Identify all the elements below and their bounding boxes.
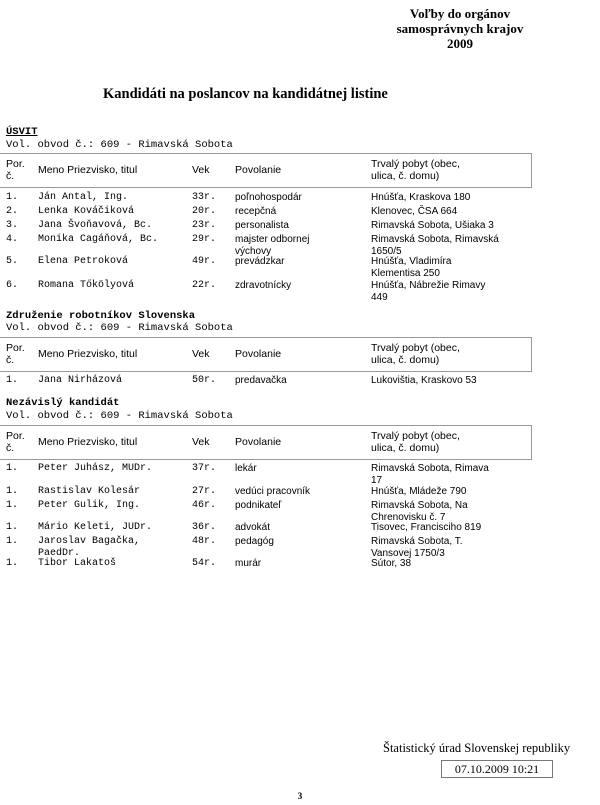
table-row (0, 234, 600, 257)
candidate-number: 1. (6, 500, 19, 511)
footer-date: 07.10.2009 10:21 (441, 760, 553, 778)
candidate-number: 3. (6, 220, 19, 231)
candidate-number: 6. (6, 280, 19, 291)
column-number: Por. č. (6, 342, 25, 366)
candidate-occupation: predavačka (235, 375, 287, 386)
candidate-name: Elena Petroková (38, 256, 129, 267)
candidate-number: 2. (6, 206, 19, 217)
candidate-age: 33r. (192, 192, 217, 203)
candidate-age: 23r. (192, 220, 217, 231)
candidate-occupation: majster odbornej výchovy (235, 234, 310, 257)
candidate-occupation: poľnohospodár (235, 192, 302, 203)
header-line-1: Voľby do orgánov (409, 6, 511, 21)
column-address: Trvalý pobyt (obec, ulica, č. domu) (371, 158, 460, 182)
column-number: Por. č. (6, 430, 25, 454)
candidate-occupation: prevádzkar (235, 256, 285, 267)
candidate-occupation: podnikateľ (235, 500, 282, 511)
table-row (0, 375, 600, 389)
candidate-number: 5. (6, 256, 19, 267)
table-row (0, 536, 600, 559)
candidate-number: 4. (6, 234, 19, 245)
table-row (0, 206, 600, 220)
column-age: Vek (192, 348, 210, 360)
party-name: Združenie robotníkov Slovenska (6, 310, 196, 322)
candidate-number: 1. (6, 522, 19, 533)
candidate-address: Hnúšťa, Nábrežie Rimavy 449 (371, 280, 486, 303)
candidate-occupation: advokát (235, 522, 271, 533)
table-row (0, 192, 600, 206)
candidate-number: 1. (6, 486, 19, 497)
column-number: Por. č. (6, 158, 25, 182)
candidate-number: 1. (6, 375, 19, 386)
candidate-address: Rimavská Sobota, Na Chrenovisku č. 7 (371, 500, 468, 523)
candidate-number: 1. (6, 463, 19, 474)
column-occupation: Povolanie (235, 348, 282, 360)
candidate-occupation: lekár (235, 463, 257, 474)
candidate-occupation: zdravotnícky (235, 280, 292, 291)
table-row (0, 558, 600, 572)
candidate-age: 48r. (192, 536, 217, 547)
candidate-number: 1. (6, 192, 19, 203)
candidate-occupation: recepčná (235, 206, 277, 217)
candidate-address: Lukovištia, Kraskovo 53 (371, 375, 477, 386)
candidate-address: Rimavská Sobota, Rimava 17 (371, 463, 489, 486)
page-number: 3 (297, 791, 303, 801)
district-label: Vol. obvod č.: 609 - Rimavská Sobota (6, 139, 233, 151)
table-row (0, 256, 600, 279)
footer-organization: Štatistický úrad Slovenskej republiky (383, 741, 571, 755)
header-line-2: samosprávnych krajov (396, 21, 524, 36)
candidate-address: Sútor, 38 (371, 558, 412, 569)
candidate-occupation: murár (235, 558, 262, 569)
candidate-address: Tisovec, Francisciho 819 (371, 522, 482, 533)
candidate-address: Hnúšťa, Kraskova 180 (371, 192, 471, 203)
candidate-name: Peter Gulik, Ing. (38, 500, 141, 511)
candidate-address: Rimavská Sobota, Rimavská 1650/5 (371, 234, 499, 257)
header-line-3: 2009 (447, 36, 473, 51)
candidate-address: Hnúšťa, Mládeže 790 (371, 486, 467, 497)
candidate-age: 20r. (192, 206, 217, 217)
table-row (0, 522, 600, 536)
table-header (0, 425, 532, 460)
column-name: Meno Priezvisko, titul (38, 164, 138, 176)
column-occupation: Povolanie (235, 436, 282, 448)
table-header (0, 153, 532, 188)
district-label: Vol. obvod č.: 609 - Rimavská Sobota (6, 322, 233, 334)
table-row (0, 486, 600, 500)
candidate-age: 54r. (192, 558, 217, 569)
candidate-occupation: pedagóg (235, 536, 274, 547)
candidate-occupation: vedúci pracovník (235, 486, 311, 497)
candidate-name: Ján Antal, Ing. (38, 192, 129, 203)
candidate-name: Tibor Lakatoš (38, 558, 117, 569)
candidate-age: 36r. (192, 522, 217, 533)
candidate-occupation: personalista (235, 220, 289, 231)
page-title: Kandidáti na poslancov na kandidátnej listine (103, 86, 388, 102)
candidate-age: 49r. (192, 256, 217, 267)
candidate-name: Jana Švoňavová, Bc. (38, 220, 153, 231)
column-age: Vek (192, 436, 210, 448)
column-name: Meno Priezvisko, titul (38, 436, 138, 448)
table-header (0, 337, 532, 372)
column-address: Trvalý pobyt (obec, ulica, č. domu) (371, 342, 460, 366)
election-header (380, 6, 540, 51)
table-row (0, 463, 600, 486)
candidate-name: Lenka Kováčiková (38, 206, 135, 217)
party-name: Nezávislý kandidát (6, 397, 120, 409)
candidate-name: Mário Keleti, JUDr. (38, 522, 153, 533)
candidate-address: Klenovec, ČSA 664 (371, 206, 458, 217)
candidate-age: 46r. (192, 500, 217, 511)
district-label: Vol. obvod č.: 609 - Rimavská Sobota (6, 410, 233, 422)
candidate-age: 37r. (192, 463, 217, 474)
column-occupation: Povolanie (235, 164, 282, 176)
column-age: Vek (192, 164, 210, 176)
candidate-name: Monika Cagáňová, Bc. (38, 234, 159, 245)
candidate-age: 27r. (192, 486, 217, 497)
candidate-address: Hnúšťa, Vladimíra Klementisa 250 (371, 256, 452, 279)
candidate-address: Rimavská Sobota, Ušiaka 3 (371, 220, 494, 231)
candidate-age: 22r. (192, 280, 217, 291)
candidate-number: 1. (6, 558, 19, 569)
candidate-name: Rastislav Kolesár (38, 486, 141, 497)
candidate-name: Romana Tőkölyová (38, 280, 135, 291)
candidate-address: Rimavská Sobota, T. Vansovej 1750/3 (371, 536, 463, 559)
candidate-name: Jaroslav Bagačka, PaedDr. (38, 536, 141, 559)
candidate-name: Jana Nirházová (38, 375, 123, 386)
party-name: ÚSVIT (6, 126, 38, 138)
table-row (0, 280, 600, 303)
candidate-age: 29r. (192, 234, 217, 245)
table-row (0, 500, 600, 523)
column-address: Trvalý pobyt (obec, ulica, č. domu) (371, 430, 460, 454)
candidate-age: 50r. (192, 375, 217, 386)
candidate-number: 1. (6, 536, 19, 547)
table-row (0, 220, 600, 234)
column-name: Meno Priezvisko, titul (38, 348, 138, 360)
candidate-name: Peter Juhász, MUDr. (38, 463, 153, 474)
